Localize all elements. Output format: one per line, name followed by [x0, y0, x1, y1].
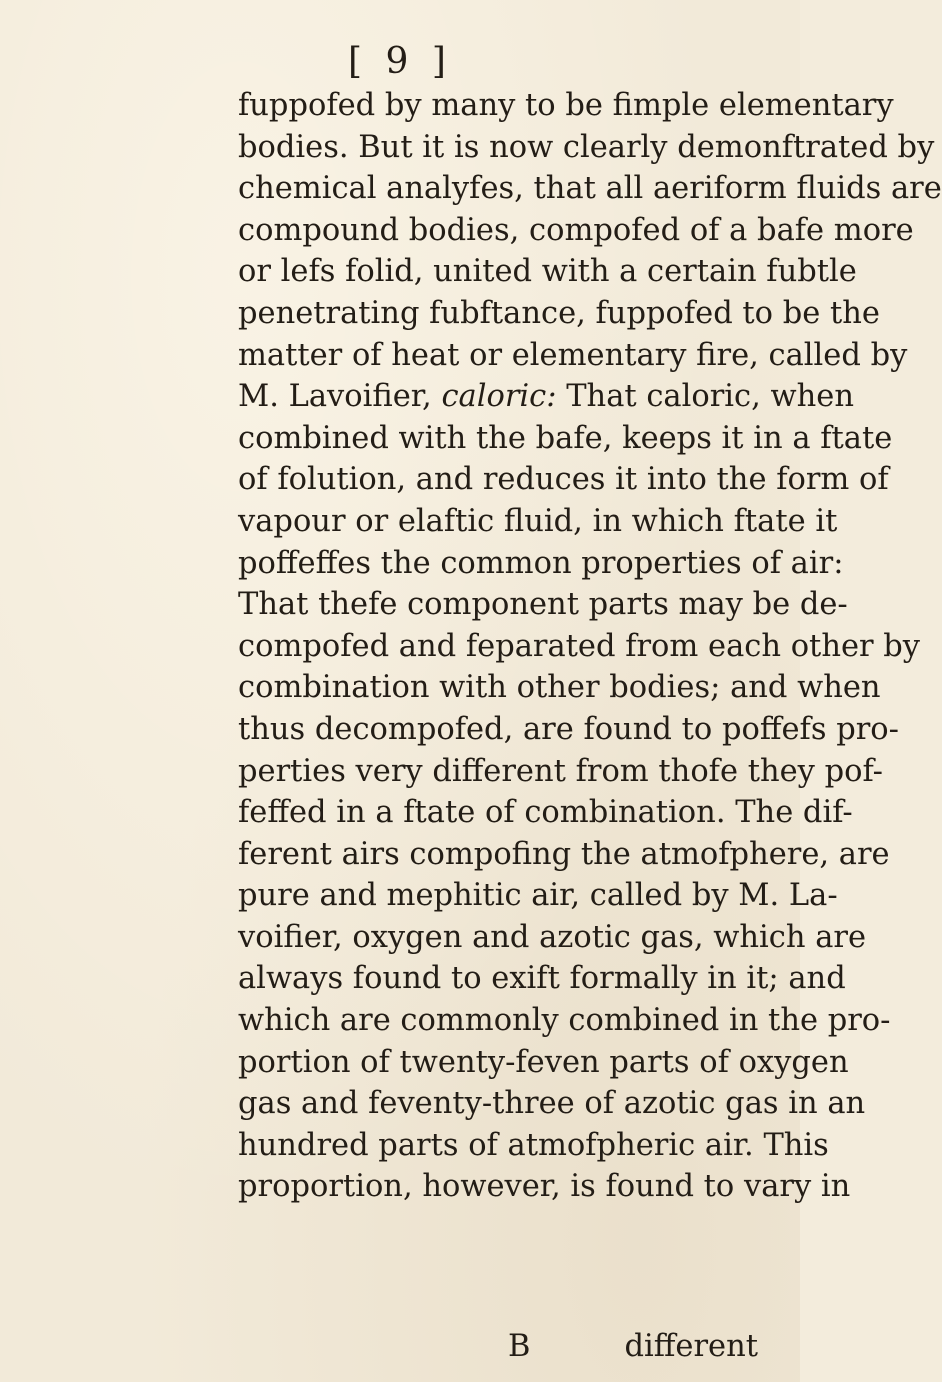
- text-line-8: [238, 376, 854, 418]
- text-line-10: of folution, and reduces it into the form of: [238, 462, 889, 498]
- text-line-8-prefix: M. Lavoifier,: [238, 379, 432, 415]
- text-line-20: pure and mephitic air, called by M. La-: [238, 878, 838, 914]
- signature-mark: B: [508, 1329, 531, 1364]
- text-line-13: That thefe component parts may be de-: [238, 587, 848, 623]
- text-line-2: bodies. But it is now clearly demonftrated by: [238, 129, 935, 165]
- text-line-8-rest: That caloric, when: [566, 379, 854, 415]
- text-line-17: perties very different from thofe they pof-: [238, 753, 883, 789]
- body-text: [238, 85, 942, 1208]
- text-line-14: compofed and feparated from each other by: [238, 628, 921, 664]
- text-line-15: combination with other bodies; and when: [238, 670, 881, 706]
- text-line-26: hundred parts of atmofpheric air. This: [238, 1127, 829, 1163]
- text-line-7: matter of heat or elementary fire, called by: [238, 337, 908, 373]
- text-line-27: proportion, however, is found to vary in: [238, 1169, 851, 1205]
- catchword: different: [624, 1329, 758, 1364]
- text-line-4: compound bodies, compofed of a bafe more: [238, 212, 914, 248]
- text-line-21: voifier, oxygen and azotic gas, which are: [238, 919, 867, 955]
- text-line-3: chemical analyfes, that all aeriform fluids are: [238, 171, 942, 207]
- text-line-6: penetrating fubftance, fuppofed to be the: [238, 295, 880, 331]
- text-line-24: portion of twenty-feven parts of oxygen: [238, 1044, 849, 1080]
- text-line-23: which are commonly combined in the pro-: [238, 1003, 891, 1039]
- text-line-5: or lefs folid, united with a certain fubtle: [238, 254, 857, 290]
- text-line-9: combined with the bafe, keeps it in a ftate: [238, 420, 893, 456]
- text-line-16: thus decompofed, are found to poffefs pro-: [238, 711, 899, 747]
- text-line-11: vapour or elaftic fluid, in which ftate it: [238, 503, 838, 539]
- text-line-18: feffed in a ftate of combination. The dif-: [238, 795, 853, 831]
- text-line-19: ferent airs compofing the atmofphere, are: [238, 836, 890, 872]
- page-footer: [238, 1326, 758, 1368]
- text-line-12: poffeffes the common properties of air:: [238, 545, 844, 581]
- text-line-1: fuppofed by many to be fimple elementary: [238, 88, 894, 123]
- italic-term-caloric: caloric:: [441, 379, 557, 415]
- text-line-22: always found to exift formally in it; and: [238, 961, 846, 997]
- page-number-header: [ 9 ]: [348, 41, 452, 82]
- text-line-25: gas and feventy-three of azotic gas in an: [238, 1086, 866, 1122]
